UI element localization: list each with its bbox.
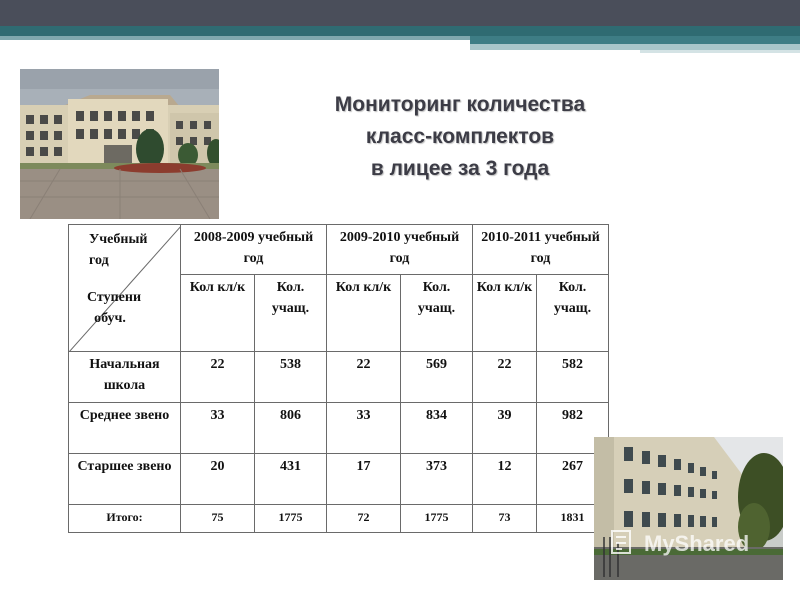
table-row	[69, 352, 609, 403]
subheader-cell: Кол кл/к	[181, 275, 255, 352]
subheader-cell: Кол. учащ.	[401, 275, 473, 352]
subheader-cell: Кол кл/к	[327, 275, 401, 352]
table-row	[69, 454, 609, 505]
title-line-3: в лицее за 3 года	[370, 157, 550, 180]
table-cell: 75	[181, 505, 255, 533]
watermark-logo-icon	[610, 527, 636, 557]
corner-label-level: Ступени обуч.	[87, 290, 142, 326]
table-total-row	[69, 505, 609, 533]
year-header: 2009-2010 учебный год	[327, 225, 473, 275]
table-cell: 431	[255, 454, 327, 505]
table-cell: 538	[255, 352, 327, 403]
corner-label-year: Учебный год	[89, 232, 148, 268]
subheader-cell: Кол. учащ.	[537, 275, 609, 352]
table-cell: 12	[473, 454, 537, 505]
corner-header-cell	[69, 225, 181, 352]
table-cell: 1831	[537, 505, 609, 533]
table-cell: 834	[401, 403, 473, 454]
subheader-cell: Кол кл/к	[473, 275, 537, 352]
row-label: Старшее звено	[69, 454, 181, 505]
subheader-cell: Кол. учащ.	[255, 275, 327, 352]
table-header-row	[69, 225, 609, 275]
slide-title	[280, 89, 640, 185]
accent-band-right-faint	[640, 50, 800, 53]
table-cell: 1775	[255, 505, 327, 533]
table-cell: 373	[401, 454, 473, 505]
title-line-1: Мониторинг количества	[334, 93, 586, 116]
table-cell: 33	[327, 403, 401, 454]
table-cell: 39	[473, 403, 537, 454]
row-label: Среднее звено	[69, 403, 181, 454]
table-cell: 20	[181, 454, 255, 505]
watermark	[610, 525, 780, 565]
row-label: Итого:	[69, 505, 181, 533]
table-cell: 22	[327, 352, 401, 403]
accent-band	[0, 26, 800, 36]
top-bar	[0, 0, 800, 26]
table-cell: 33	[181, 403, 255, 454]
table-cell: 72	[327, 505, 401, 533]
row-label: Начальная школа	[69, 352, 181, 403]
title-line-2: класс-комплектов	[365, 125, 555, 148]
table-cell: 1775	[401, 505, 473, 533]
table-cell: 73	[473, 505, 537, 533]
table-cell: 267	[537, 454, 609, 505]
table-cell: 569	[401, 352, 473, 403]
table-cell: 22	[473, 352, 537, 403]
table-cell: 17	[327, 454, 401, 505]
year-header: 2008-2009 учебный год	[181, 225, 327, 275]
accent-band-light	[0, 36, 470, 40]
table-cell: 806	[255, 403, 327, 454]
accent-band-right	[470, 36, 800, 44]
year-header: 2010-2011 учебный год	[473, 225, 609, 275]
table-cell: 982	[537, 403, 609, 454]
school-photo-front	[20, 69, 219, 219]
watermark-text: MyShared	[644, 531, 750, 556]
table-row	[69, 403, 609, 454]
class-monitoring-table	[68, 224, 609, 533]
table-cell: 582	[537, 352, 609, 403]
table-cell: 22	[181, 352, 255, 403]
